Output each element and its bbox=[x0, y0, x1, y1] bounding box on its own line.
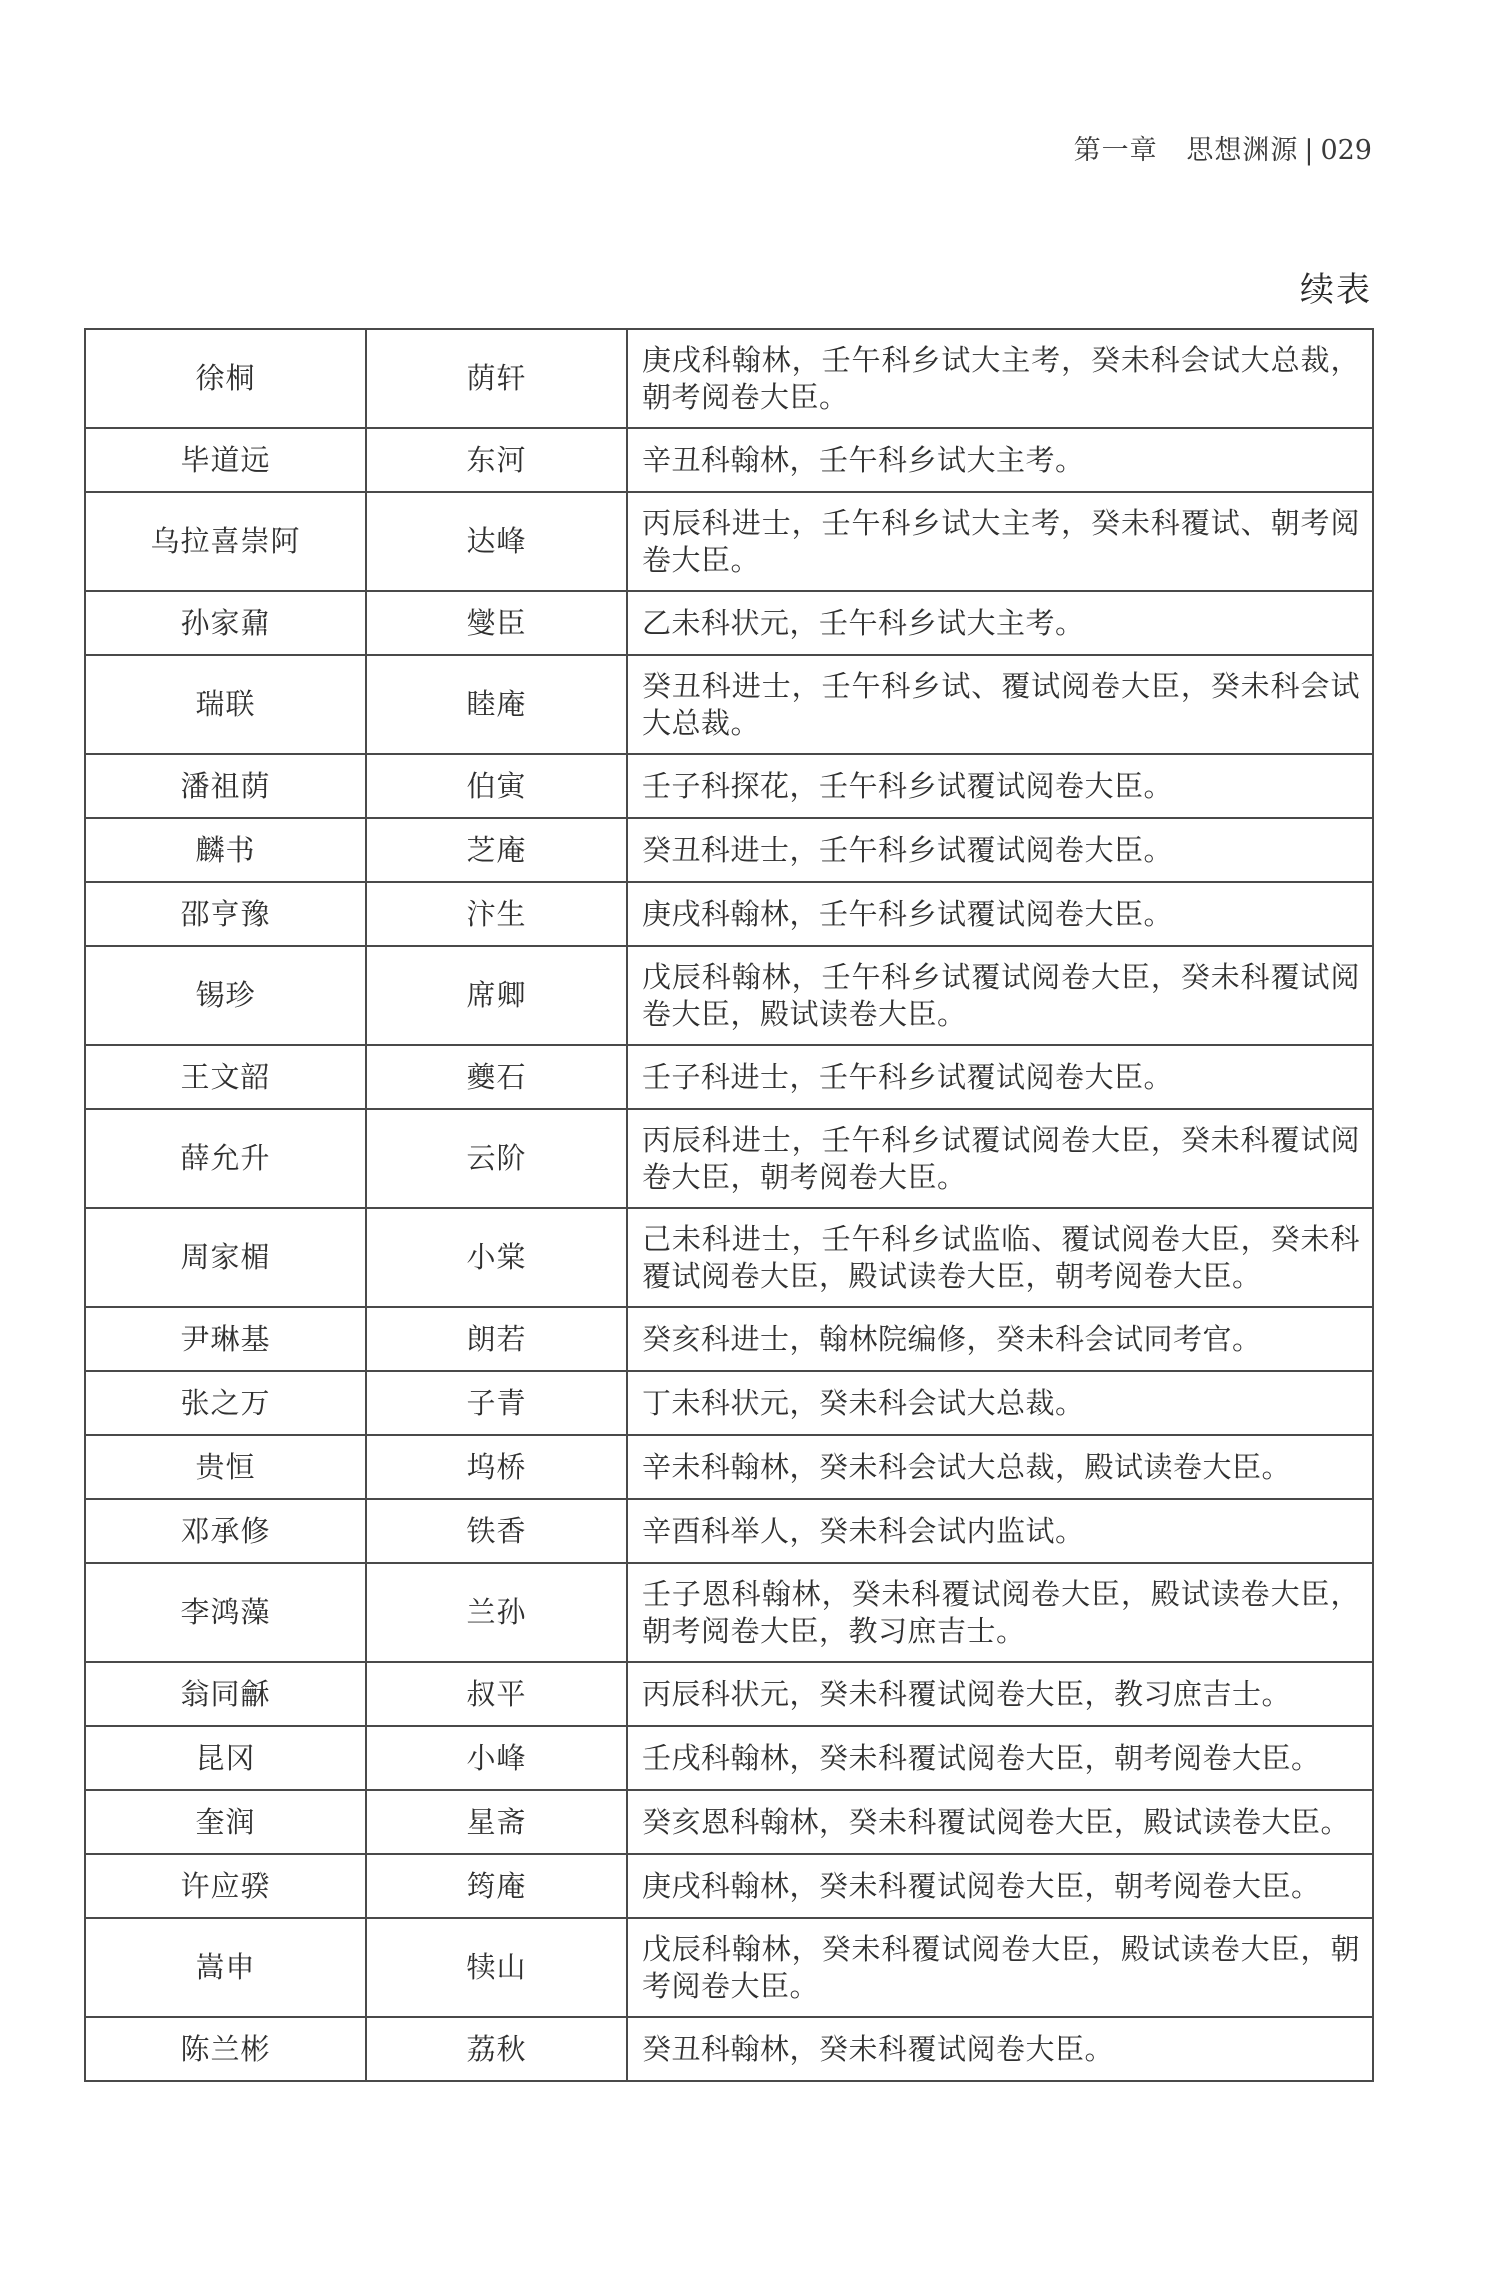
courtesy-name-cell: 小棠 bbox=[366, 1208, 627, 1307]
name-cell: 毕道远 bbox=[85, 428, 366, 492]
courtesy-name-cell: 汴生 bbox=[366, 882, 627, 946]
courtesy-name-cell: 伯寅 bbox=[366, 754, 627, 818]
table-row bbox=[85, 1109, 1373, 1208]
table-row bbox=[85, 428, 1373, 492]
courtesy-name-cell: 燮臣 bbox=[366, 591, 627, 655]
exam-record-cell: 壬子恩科翰林，癸未科覆试阅卷大臣，殿试读卷大臣，朝考阅卷大臣，教习庶吉士。 bbox=[627, 1563, 1373, 1662]
courtesy-name-cell: 小峰 bbox=[366, 1726, 627, 1790]
courtesy-name-cell: 朗若 bbox=[366, 1307, 627, 1371]
exam-record-cell: 戊辰科翰林，癸未科覆试阅卷大臣，殿试读卷大臣，朝考阅卷大臣。 bbox=[627, 1918, 1373, 2017]
table-row bbox=[85, 1790, 1373, 1854]
exam-record-cell: 癸丑科进士，壬午科乡试、覆试阅卷大臣，癸未科会试大总裁。 bbox=[627, 655, 1373, 754]
exam-record-cell: 癸亥恩科翰林，癸未科覆试阅卷大臣，殿试读卷大臣。 bbox=[627, 1790, 1373, 1854]
courtesy-name-cell: 达峰 bbox=[366, 492, 627, 591]
name-cell: 薛允升 bbox=[85, 1109, 366, 1208]
exam-record-cell: 庚戌科翰林，癸未科覆试阅卷大臣，朝考阅卷大臣。 bbox=[627, 1854, 1373, 1918]
table-row bbox=[85, 329, 1373, 428]
name-cell: 尹琳基 bbox=[85, 1307, 366, 1371]
chapter-label: 第一章 bbox=[1073, 135, 1158, 166]
exam-record-cell: 壬戌科翰林，癸未科覆试阅卷大臣，朝考阅卷大臣。 bbox=[627, 1726, 1373, 1790]
name-cell: 昆冈 bbox=[85, 1726, 366, 1790]
name-cell: 张之万 bbox=[85, 1371, 366, 1435]
exam-record-cell: 丙辰科状元，癸未科覆试阅卷大臣，教习庶吉士。 bbox=[627, 1662, 1373, 1726]
name-cell: 邵亨豫 bbox=[85, 882, 366, 946]
name-cell: 邓承修 bbox=[85, 1499, 366, 1563]
name-cell: 翁同龢 bbox=[85, 1662, 366, 1726]
name-cell: 麟书 bbox=[85, 818, 366, 882]
exam-record-cell: 辛丑科翰林，壬午科乡试大主考。 bbox=[627, 428, 1373, 492]
name-cell: 嵩申 bbox=[85, 1918, 366, 2017]
name-cell: 王文韶 bbox=[85, 1045, 366, 1109]
table-row bbox=[85, 1371, 1373, 1435]
exam-record-cell: 己未科进士，壬午科乡试监临、覆试阅卷大臣，癸未科覆试阅卷大臣，殿试读卷大臣，朝考阅卷大臣。 bbox=[627, 1208, 1373, 1307]
table-row bbox=[85, 492, 1373, 591]
exam-record-cell: 丙辰科进士，壬午科乡试覆试阅卷大臣，癸未科覆试阅卷大臣，朝考阅卷大臣。 bbox=[627, 1109, 1373, 1208]
table-row bbox=[85, 591, 1373, 655]
courtesy-name-cell: 睦庵 bbox=[366, 655, 627, 754]
name-cell: 李鸿藻 bbox=[85, 1563, 366, 1662]
table-row bbox=[85, 818, 1373, 882]
table-row bbox=[85, 1045, 1373, 1109]
courtesy-name-cell: 子青 bbox=[366, 1371, 627, 1435]
courtesy-name-cell: 芝庵 bbox=[366, 818, 627, 882]
page-number: 029 bbox=[1320, 135, 1372, 166]
header-separator: | bbox=[1304, 135, 1315, 166]
courtesy-name-cell: 犊山 bbox=[366, 1918, 627, 2017]
name-cell: 潘祖荫 bbox=[85, 754, 366, 818]
table-row bbox=[85, 1435, 1373, 1499]
name-cell: 贵恒 bbox=[85, 1435, 366, 1499]
name-cell: 孙家鼐 bbox=[85, 591, 366, 655]
table-row bbox=[85, 1662, 1373, 1726]
table-row bbox=[85, 1918, 1373, 2017]
exam-record-cell: 庚戌科翰林，壬午科乡试大主考，癸未科会试大总裁，朝考阅卷大臣。 bbox=[627, 329, 1373, 428]
examiner-table bbox=[84, 328, 1374, 2082]
table-row bbox=[85, 882, 1373, 946]
table-row bbox=[85, 2017, 1373, 2081]
exam-record-cell: 辛酉科举人，癸未科会试内监试。 bbox=[627, 1499, 1373, 1563]
table-row bbox=[85, 1563, 1373, 1662]
exam-record-cell: 庚戌科翰林，壬午科乡试覆试阅卷大臣。 bbox=[627, 882, 1373, 946]
courtesy-name-cell: 铁香 bbox=[366, 1499, 627, 1563]
name-cell: 周家楣 bbox=[85, 1208, 366, 1307]
name-cell: 徐桐 bbox=[85, 329, 366, 428]
name-cell: 瑞联 bbox=[85, 655, 366, 754]
courtesy-name-cell: 席卿 bbox=[366, 946, 627, 1045]
table-row bbox=[85, 754, 1373, 818]
courtesy-name-cell: 云阶 bbox=[366, 1109, 627, 1208]
exam-record-cell: 辛未科翰林，癸未科会试大总裁，殿试读卷大臣。 bbox=[627, 1435, 1373, 1499]
table-row bbox=[85, 1854, 1373, 1918]
running-header bbox=[1074, 128, 1372, 167]
courtesy-name-cell: 叔平 bbox=[366, 1662, 627, 1726]
courtesy-name-cell: 坞桥 bbox=[366, 1435, 627, 1499]
section-title: 思想渊源 bbox=[1186, 135, 1299, 166]
table-row bbox=[85, 1499, 1373, 1563]
exam-record-cell: 壬子科进士，壬午科乡试覆试阅卷大臣。 bbox=[627, 1045, 1373, 1109]
name-cell: 乌拉喜崇阿 bbox=[85, 492, 366, 591]
courtesy-name-cell: 荔秋 bbox=[366, 2017, 627, 2081]
exam-record-cell: 癸丑科进士，壬午科乡试覆试阅卷大臣。 bbox=[627, 818, 1373, 882]
exam-record-cell: 丁未科状元，癸未科会试大总裁。 bbox=[627, 1371, 1373, 1435]
exam-record-cell: 丙辰科进士，壬午科乡试大主考，癸未科覆试、朝考阅卷大臣。 bbox=[627, 492, 1373, 591]
exam-record-cell: 癸亥科进士，翰林院编修，癸未科会试同考官。 bbox=[627, 1307, 1373, 1371]
table-row bbox=[85, 1726, 1373, 1790]
name-cell: 许应骙 bbox=[85, 1854, 366, 1918]
continued-table-label: 续表 bbox=[1300, 270, 1372, 310]
courtesy-name-cell: 夔石 bbox=[366, 1045, 627, 1109]
courtesy-name-cell: 筠庵 bbox=[366, 1854, 627, 1918]
name-cell: 陈兰彬 bbox=[85, 2017, 366, 2081]
exam-record-cell: 乙未科状元，壬午科乡试大主考。 bbox=[627, 591, 1373, 655]
courtesy-name-cell: 荫轩 bbox=[366, 329, 627, 428]
exam-record-cell: 癸丑科翰林，癸未科覆试阅卷大臣。 bbox=[627, 2017, 1373, 2081]
courtesy-name-cell: 兰孙 bbox=[366, 1563, 627, 1662]
table-row bbox=[85, 1208, 1373, 1307]
courtesy-name-cell: 东河 bbox=[366, 428, 627, 492]
table-row bbox=[85, 1307, 1373, 1371]
table-row bbox=[85, 946, 1373, 1045]
courtesy-name-cell: 星斋 bbox=[366, 1790, 627, 1854]
name-cell: 锡珍 bbox=[85, 946, 366, 1045]
name-cell: 奎润 bbox=[85, 1790, 366, 1854]
examiner-table-body bbox=[85, 329, 1373, 2081]
exam-record-cell: 壬子科探花，壬午科乡试覆试阅卷大臣。 bbox=[627, 754, 1373, 818]
exam-record-cell: 戊辰科翰林，壬午科乡试覆试阅卷大臣，癸未科覆试阅卷大臣，殿试读卷大臣。 bbox=[627, 946, 1373, 1045]
table-row bbox=[85, 655, 1373, 754]
